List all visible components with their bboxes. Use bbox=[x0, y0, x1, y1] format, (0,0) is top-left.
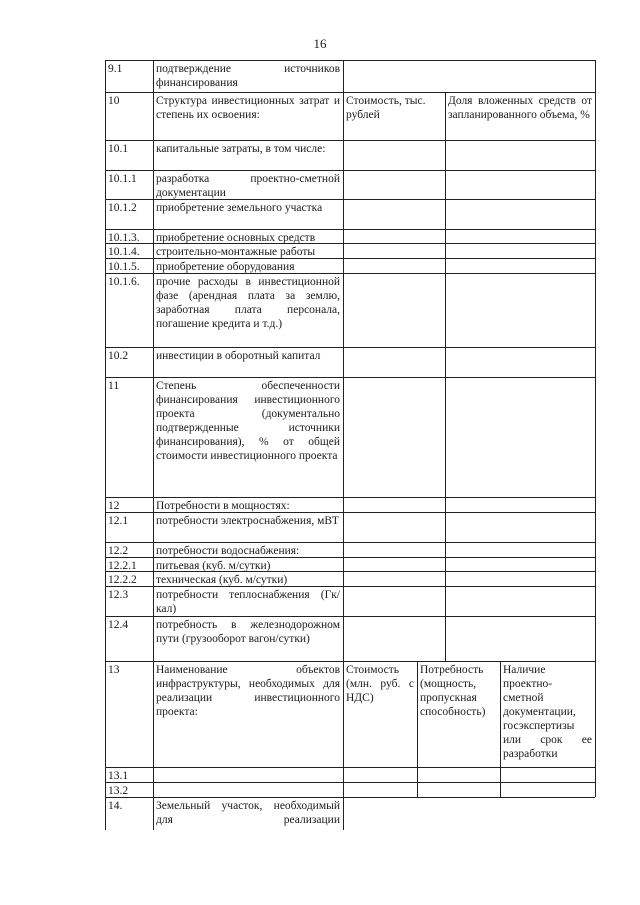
table-row bbox=[105, 557, 595, 571]
row-description: подтверждение источников финансирования bbox=[156, 63, 340, 89]
row-number: 12.4 bbox=[108, 619, 129, 631]
row-number: 12.2.1 bbox=[108, 560, 137, 572]
table-divider bbox=[417, 661, 418, 797]
table-row bbox=[105, 377, 595, 497]
row-number: 14. bbox=[108, 800, 123, 812]
row-description: приобретение оборудования bbox=[156, 261, 295, 273]
row-description: Земельный участок, необходимый для реализации bbox=[156, 800, 340, 826]
row-description: потребности водоснабжения: bbox=[156, 545, 300, 557]
table-row bbox=[105, 782, 595, 797]
table-row bbox=[105, 497, 595, 512]
table-row bbox=[105, 542, 595, 557]
table-row bbox=[105, 60, 595, 92]
table-row bbox=[105, 170, 595, 199]
table-row bbox=[105, 571, 595, 586]
page-number: 16 bbox=[313, 36, 327, 51]
row-number: 10.1.6. bbox=[108, 276, 140, 288]
table-row bbox=[105, 229, 595, 243]
row-description: приобретение основных средств bbox=[156, 232, 316, 244]
row-number: 9.1 bbox=[108, 63, 123, 75]
row-number: 10.1.4. bbox=[108, 246, 140, 258]
table-row bbox=[105, 797, 595, 830]
row-description: разработка проектно-сметной документации bbox=[156, 173, 340, 199]
table-divider bbox=[445, 92, 446, 661]
table-divider bbox=[153, 60, 154, 830]
row-number: 10.1.5. bbox=[108, 261, 140, 273]
investment-project-table bbox=[105, 60, 595, 830]
row-description: Наименование объектов инфраструктуры, необходимых для реализации инвестиционного проекта: bbox=[156, 664, 340, 718]
row-number: 12.3 bbox=[108, 589, 129, 601]
row-number: 13 bbox=[108, 664, 120, 676]
row-number: 12.2.2 bbox=[108, 574, 137, 586]
row-description: капитальные затраты, в том числе: bbox=[156, 143, 326, 155]
infra-capacity-header: Потребность (мощность, пропускная способность) bbox=[420, 664, 486, 718]
table-border-left bbox=[105, 60, 106, 830]
table-row bbox=[105, 199, 595, 229]
row-number: 13.1 bbox=[108, 770, 129, 782]
row-description: прочие расходы в инвестиционной фазе (арендная плата за землю, заработная плата персонала, погашение кредита и т.д.) bbox=[156, 276, 340, 330]
table-row bbox=[105, 512, 595, 542]
row-description: Степень обеспеченности финансирования инвестиционного проекта (документально подтвержденные источники финансирования), % от общей стоимости инвестиционного проекта bbox=[156, 380, 340, 462]
row-description: техническая (куб. м/сутки) bbox=[156, 574, 288, 586]
table-divider bbox=[500, 661, 501, 797]
table-row bbox=[105, 661, 595, 767]
row-number: 10.1.1 bbox=[108, 173, 137, 185]
row-number: 10 bbox=[108, 95, 120, 107]
row-description: Потребности в мощностях: bbox=[156, 500, 290, 512]
row-number: 10.1.3. bbox=[108, 232, 140, 244]
row-description: потребности теплоснабжения (Гк/кал) bbox=[156, 589, 340, 615]
table-row bbox=[105, 586, 595, 616]
row-number: 10.1 bbox=[108, 143, 129, 155]
row-number: 12 bbox=[108, 500, 120, 512]
row-description: инвестиции в оборотный капитал bbox=[156, 350, 321, 362]
row-description: потребность в железнодорожном пути (грузооборот вагон/сутки) bbox=[156, 619, 340, 645]
table-bottom-border bbox=[105, 797, 595, 798]
table-row bbox=[105, 616, 595, 661]
table-row bbox=[105, 243, 595, 258]
table-row bbox=[105, 258, 595, 273]
row-number: 12.1 bbox=[108, 515, 129, 527]
table-row bbox=[105, 347, 595, 377]
row-number: 12.2 bbox=[108, 545, 129, 557]
row-description: строительно-монтажные работы bbox=[156, 246, 316, 258]
row-number: 13.2 bbox=[108, 785, 129, 797]
table-row bbox=[105, 767, 595, 782]
row-number: 10.1.2 bbox=[108, 202, 137, 214]
row-number: 10.2 bbox=[108, 350, 129, 362]
table-row bbox=[105, 140, 595, 170]
table-row bbox=[105, 92, 595, 140]
row-description: питьевая (куб. м/сутки) bbox=[156, 560, 271, 572]
share-header: Доля вложенных средств от запланированного объема, % bbox=[448, 95, 592, 121]
row-number: 11 bbox=[108, 380, 120, 392]
table-divider bbox=[343, 60, 344, 830]
infra-docs-header: Наличие проектно-сметной документации, госэкспертизы или срок ее разработки bbox=[503, 664, 592, 760]
cost-header: Стоимость, тыс. рублей bbox=[346, 95, 426, 121]
row-description: приобретение земельного участка bbox=[156, 202, 323, 214]
table-border-right bbox=[595, 60, 596, 797]
row-description: потребности электроснабжения, мВТ bbox=[156, 515, 339, 527]
infra-cost-header: Стоимость (млн. руб. с НДС) bbox=[346, 664, 414, 704]
row-description: Структура инвестиционных затрат и степень их освоения: bbox=[156, 95, 340, 121]
table-row bbox=[105, 273, 595, 347]
